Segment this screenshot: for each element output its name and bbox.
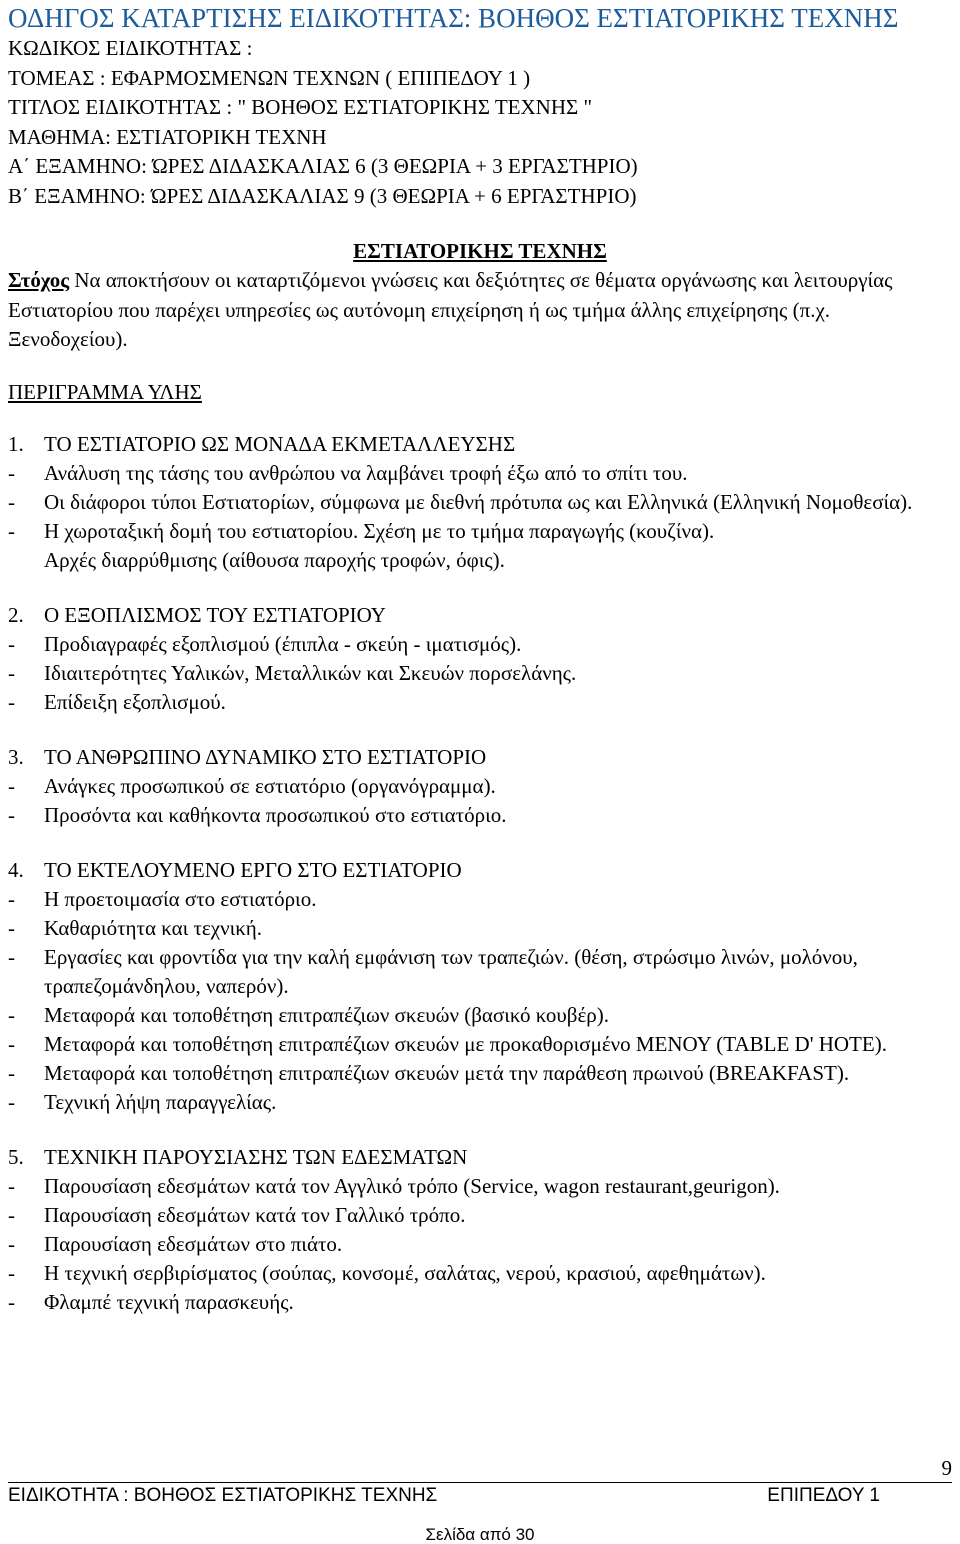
- footer-left: ΕΙΔΙΚΟΤΗΤΑ : ΒΟΗΘΟΣ ΕΣΤΙΑΤΟΡΙΚΗΣ ΤΕΧΝΗΣ: [8, 1485, 438, 1506]
- bullet-dash: -: [8, 631, 15, 656]
- section-item-list: [8, 885, 952, 1117]
- list-item-text: Παρουσίαση εδεσμάτων κατά τον Αγγλικό τρόπο (Service, wagon restaurant,geurigon).: [44, 1173, 780, 1198]
- outline-section-title: [8, 430, 952, 459]
- list-item: [8, 1288, 952, 1317]
- list-item-text: Μεταφορά και τοποθέτηση επιτραπέζιων σκευών με προκαθορισμένο ΜΕΝΟΥ (TABLE D' HOTE).: [44, 1031, 887, 1056]
- list-item: [8, 546, 952, 575]
- header-line: ΤΟΜΕΑΣ : ΕΦΑΡΜΟΣΜΕΝΩΝ ΤΕΧΝΩΝ ( ΕΠΙΠΕΔΟΥ 1 ): [8, 65, 531, 90]
- goal-paragraph: [8, 266, 952, 355]
- list-item-text: Μεταφορά και τοποθέτηση επιτραπέζιων σκευών (βασικό κουβέρ).: [44, 1002, 610, 1027]
- header-line: Α΄ ΕΞΑΜΗΝΟ: ΏΡΕΣ ΔΙΔΑΣΚΑΛΙΑΣ 6 (3 ΘΕΩΡΙΑ + 3 ΕΡΓΑΣΤΗΡΙΟ): [8, 154, 638, 178]
- bullet-dash: -: [8, 460, 15, 485]
- outline-section: [8, 601, 952, 717]
- list-item-text: Ανάγκες προσωπικού σε εστιατόριο (οργανόγραμμα).: [44, 773, 496, 798]
- section-heading: ΕΣΤΙΑΤΟΡΙΚΗΣ ΤΕΧΝΗΣ: [353, 239, 607, 263]
- document-page: [8, 0, 952, 1317]
- list-item: [8, 1001, 952, 1030]
- list-item: [8, 801, 952, 830]
- bullet-dash: -: [8, 1002, 15, 1027]
- list-item: [8, 688, 952, 717]
- section-title-text: ΤΟ ΑΝΘΡΩΠΙΝΟ ΔΥΝΑΜΙΚΟ ΣΤΟ ΕΣΤΙΑΤΟΡΙΟ: [44, 744, 487, 769]
- document-title: ΟΔΗΓΟΣ ΚΑΤΑΡΤΙΣΗΣ ΕΙΔΙΚΟΤΗΤΑΣ: ΒΟΗΘΟΣ ΕΣΤΙΑΤΟΡΙΚΗΣ ΤΕΧΝΗΣ: [8, 3, 899, 33]
- bullet-dash: -: [8, 802, 15, 827]
- outline-title: ΠΕΡΙΓΡΑΜΜΑ ΥΛΗΣ: [8, 379, 202, 404]
- section-number: 5.: [8, 1144, 24, 1169]
- section-item-list: [8, 772, 952, 830]
- bullet-dash: -: [8, 915, 15, 940]
- outline-section: [8, 430, 952, 575]
- section-item-list: [8, 459, 952, 575]
- list-item-text: Ιδιαιτερότητες Υαλικών, Μεταλλικών και Σκευών πορσελάνης.: [44, 660, 577, 685]
- bullet-dash: -: [8, 489, 15, 514]
- outline-section-title: [8, 601, 952, 630]
- list-item-text: Αρχές διαρρύθμισης (αίθουσα παροχής τροφών, όφις).: [44, 547, 505, 572]
- outline-section-title: [8, 743, 952, 772]
- list-item-text: Μεταφορά και τοποθέτηση επιτραπέζιων σκευών μετά την παράθεση πρωινού (BREAKFAST).: [44, 1060, 850, 1085]
- list-item-text: Επίδειξη εξοπλισμού.: [44, 689, 226, 714]
- list-item-text: Τεχνική λήψη παραγγελίας.: [44, 1089, 277, 1114]
- bullet-dash: -: [8, 1031, 15, 1056]
- header-line: ΚΩΔΙΚΟΣ ΕΙΔΙΚΟΤΗΤΑΣ :: [8, 36, 253, 60]
- list-item: [8, 1259, 952, 1288]
- section-item-list: [8, 1172, 952, 1317]
- list-item: [8, 1230, 952, 1259]
- list-item: [8, 1088, 952, 1117]
- bullet-dash: -: [8, 518, 15, 543]
- list-item: [8, 1030, 952, 1059]
- section-number: 4.: [8, 857, 24, 882]
- list-item: [8, 1172, 952, 1201]
- bullet-dash: -: [8, 1060, 15, 1085]
- list-item: [8, 488, 952, 517]
- section-title-text: ΤΕΧΝΙΚΗ ΠΑΡΟΥΣΙΑΣΗΣ ΤΩΝ ΕΔΕΣΜΑΤΩΝ: [44, 1144, 468, 1169]
- list-item-text: Φλαμπέ τεχνική παρασκευής.: [44, 1289, 294, 1314]
- list-item-text: Η χωροταξική δομή του εστιατορίου. Σχέση με το τμήμα παραγωγής (κουζίνα).: [44, 518, 715, 543]
- footer-page-counter: Σελίδα από 30: [425, 1525, 535, 1544]
- header-line: Β΄ ΕΞΑΜΗΝΟ: ΏΡΕΣ ΔΙΔΑΣΚΑΛΙΑΣ 9 (3 ΘΕΩΡΙΑ + 6 ΕΡΓΑΣΤΗΡΙΟ): [8, 183, 637, 208]
- header-block: [8, 34, 952, 211]
- list-item: [8, 459, 952, 488]
- section-number: 3.: [8, 744, 24, 769]
- footer-right: ΕΠΙΠΕΔΟΥ 1: [767, 1485, 880, 1506]
- list-item: [8, 517, 952, 546]
- list-item: [8, 659, 952, 688]
- section-title-text: ΤΟ ΕΣΤΙΑΤΟΡΙΟ ΩΣ ΜΟΝΑΔΑ ΕΚΜΕΤΑΛΛΕΥΣΗΣ: [44, 431, 516, 456]
- goal-text: Να αποκτήσουν οι καταρτιζόμενοι γνώσεις και δεξιότητες σε θέματα οργάνωσης και λειτουργίας Εστιατορίου που παρέχει υπηρεσίες ως αυτόνομη επιχείρηση ή ως τμήμα άλλης επιχείρησης (π.χ. Ξενοδοχείου).: [8, 268, 893, 351]
- bullet-dash: -: [8, 1202, 15, 1227]
- bullet-dash: [8, 546, 44, 575]
- list-item: [8, 1059, 952, 1088]
- bullet-dash: -: [8, 773, 15, 798]
- list-item: [8, 1201, 952, 1230]
- section-number: 2.: [8, 602, 24, 627]
- outline-section: [8, 1143, 952, 1317]
- list-item-text: Η προετοιμασία στο εστιατόριο.: [44, 886, 317, 911]
- section-number: 1.: [8, 431, 24, 456]
- list-item: [8, 885, 952, 914]
- footer-divider: [8, 1482, 952, 1483]
- bullet-dash: -: [8, 1260, 15, 1285]
- list-item-text: Παρουσίαση εδεσμάτων στο πιάτο.: [44, 1231, 343, 1256]
- outline-section-title: [8, 856, 952, 885]
- bullet-dash: -: [8, 944, 15, 969]
- list-item: [8, 772, 952, 801]
- bullet-dash: -: [8, 1231, 15, 1256]
- bullet-dash: -: [8, 1289, 15, 1314]
- list-item-text: Προδιαγραφές εξοπλισμού (έπιπλα - σκεύη - ιματισμός).: [44, 631, 522, 656]
- section-title-text: Ο ΕΞΟΠΛΙΣΜΟΣ ΤΟΥ ΕΣΤΙΑΤΟΡΙΟΥ: [44, 602, 386, 627]
- goal-label: Στόχος: [8, 268, 70, 292]
- list-item-text: Η τεχνική σερβιρίσματος (σούπας, κονσομέ, σαλάτας, νερού, κρασιού, αφεθημάτων).: [44, 1260, 766, 1285]
- outline-section-title: [8, 1143, 952, 1172]
- outline-section: [8, 856, 952, 1117]
- bullet-dash: -: [8, 660, 15, 685]
- bullet-dash: -: [8, 689, 15, 714]
- bullet-dash: -: [8, 1089, 15, 1114]
- footer: [8, 1484, 880, 1508]
- list-item-text: Ανάλυση της τάσης του ανθρώπου να λαμβάνει τροφή έξω από το σπίτι του.: [44, 460, 688, 485]
- list-item: [8, 943, 952, 1001]
- list-item-text: Εργασίες και φροντίδα για την καλή εμφάνιση των τραπεζιών. (θέση, στρώσιμο λινών, μολόνου, τραπεζομάνδηλου, ναπερόν).: [44, 944, 858, 998]
- list-item: [8, 630, 952, 659]
- list-item-text: Παρουσίαση εδεσμάτων κατά τον Γαλλικό τρόπο.: [44, 1202, 466, 1227]
- list-item: [8, 914, 952, 943]
- header-line: ΤΙΤΛΟΣ ΕΙΔΙΚΟΤΗΤΑΣ : " ΒΟΗΘΟΣ ΕΣΤΙΑΤΟΡΙΚΗΣ ΤΕΧΝΗΣ ": [8, 95, 593, 119]
- bullet-dash: -: [8, 1173, 15, 1198]
- page-number: 9: [941, 1456, 952, 1480]
- list-item-text: Οι διάφοροι τύποι Εστιατορίων, σύμφωνα με διεθνή πρότυπα ως και Ελληνικά (Ελληνική Νομοθεσία).: [44, 489, 913, 514]
- header-line: ΜΑΘΗΜΑ: ΕΣΤΙΑΤΟΡΙΚΗ ΤΕΧΝΗ: [8, 124, 327, 149]
- section-title-text: ΤΟ ΕΚΤΕΛΟΥΜΕΝΟ ΕΡΓΟ ΣΤΟ ΕΣΤΙΑΤΟΡΙΟ: [44, 857, 462, 882]
- list-item-text: Προσόντα και καθήκοντα προσωπικού στο εστιατόριο.: [44, 802, 507, 827]
- section-item-list: [8, 630, 952, 717]
- list-item-text: Καθαριότητα και τεχνική.: [44, 915, 263, 940]
- bullet-dash: -: [8, 886, 15, 911]
- outline-sections: [8, 430, 952, 1317]
- outline-section: [8, 743, 952, 830]
